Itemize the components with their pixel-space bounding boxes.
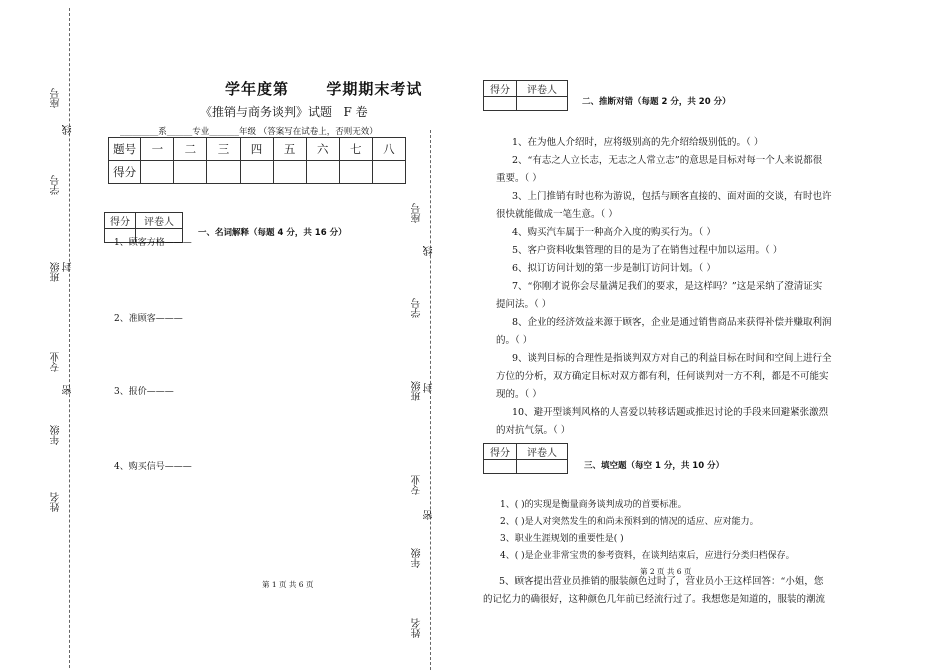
term-3: 3、报价——— <box>114 387 174 397</box>
margin2-major-label: 专业 <box>412 475 423 495</box>
section2-title: 二、推断对错（每题 2 分，共 20 分） <box>582 97 731 107</box>
grader-name-label: 评卷人 <box>136 213 183 229</box>
score-cell[interactable] <box>174 161 207 184</box>
margin-name-label: 姓名 <box>51 492 62 512</box>
tf-line: 4、购买汽车属于一种高介入度的购买行为。（ ） <box>512 227 716 238</box>
score-table-wrap <box>108 137 406 184</box>
grader-box-3 <box>483 443 568 474</box>
tf-line: 重要。（ ） <box>496 173 542 184</box>
margin-seal-mark: 封 <box>63 262 74 272</box>
grader-score-cell[interactable] <box>484 460 517 474</box>
section3-title: 三、填空题（每空 1 分，共 10 分） <box>584 461 725 471</box>
margin-class-label: 班级 <box>51 262 62 282</box>
score-cell[interactable] <box>339 161 372 184</box>
score-cell[interactable] <box>306 161 339 184</box>
score-col-5: 五 <box>273 138 306 161</box>
section1-title: 一、名词解释（每题 4 分，共 16 分） <box>198 228 347 238</box>
page-footer-2: 第 2 页 共 6 页 <box>640 567 692 576</box>
grader-score-cell[interactable] <box>484 97 517 111</box>
margin2-line-mark: 线 <box>424 246 435 256</box>
tf-line: 方位的分析，双方确定目标对双方都有利，任何谈判对一方不利，都是不可能实 <box>496 371 829 382</box>
q5-line: 的记忆力的确很好，这种颜色几年前已经流行过了。我想您是知道的，服装的潮流 <box>483 594 826 605</box>
term-4: 4、购买信号——— <box>114 462 192 472</box>
tf-line: 9、谈判目标的合理性是指谈判双方对自己的利益目标在时间和空间上进行全 <box>512 353 832 364</box>
margin-seat-label: 座号 <box>51 88 62 108</box>
score-table-header-label: 题号 <box>109 138 141 161</box>
grader-name-cell[interactable] <box>517 460 568 474</box>
score-col-3: 三 <box>207 138 240 161</box>
tf-line: 的对抗气氛。（ ） <box>496 425 571 436</box>
score-cell[interactable] <box>240 161 273 184</box>
binding-line-left <box>69 8 70 668</box>
exam-subtitle: 《推销与商务谈判》试题 F 卷 <box>200 105 368 119</box>
tf-line: 2、“有志之人立长志，无志之人常立志”的意思是目标对每一个人来说都很 <box>512 155 823 166</box>
margin2-seat-label: 座号 <box>412 203 423 223</box>
score-col-1: 一 <box>141 138 174 161</box>
margin2-name-label: 姓名 <box>412 618 423 638</box>
page-footer-1: 第 1 页 共 6 页 <box>262 580 314 589</box>
tf-line: 1、在为他人介绍时，应将级别高的先介绍给级别低的。（ ） <box>512 137 764 148</box>
grader-box-2 <box>483 80 568 111</box>
score-col-2: 二 <box>174 138 207 161</box>
term-2: 2、准顾客——— <box>114 314 183 324</box>
margin-line-mark: 线 <box>63 125 74 135</box>
score-col-4: 四 <box>240 138 273 161</box>
score-col-6: 六 <box>306 138 339 161</box>
question-5 <box>483 573 853 609</box>
score-cell[interactable] <box>207 161 240 184</box>
score-col-7: 七 <box>339 138 372 161</box>
tf-line: 5、客户资料收集管理的目的是为了在销售过程中加以运用。（ ） <box>512 245 783 256</box>
score-cell[interactable] <box>141 161 174 184</box>
score-cell[interactable] <box>273 161 306 184</box>
tf-line: 的。（ ） <box>496 335 533 346</box>
margin-major-label: 专业 <box>51 352 62 372</box>
score-cell[interactable] <box>372 161 405 184</box>
grader-name-label: 评卷人 <box>517 444 568 460</box>
tf-line: 6、拟订访问计划的第一步是制订访问计划。（ ） <box>512 263 716 274</box>
margin2-dense-mark: 密 <box>424 510 435 520</box>
fill-line: 1、( )的实现是衡量商务谈判成功的首要标准。 <box>500 500 687 510</box>
margin2-seal-mark: 封 <box>424 383 435 393</box>
margin2-student-id-label: 学号 <box>412 298 423 318</box>
tf-line: 10、避开型谈判风格的人喜爱以转移话题或推迟讨论的手段来回避紧张激烈 <box>512 407 829 418</box>
grader-name-label: 评卷人 <box>517 81 568 97</box>
tf-line: 很快就能做成一笔生意。（ ） <box>496 209 618 220</box>
grader-score-label: 得分 <box>484 81 517 97</box>
margin2-class-label: 班级 <box>412 381 423 401</box>
tf-line: 提问法。（ ） <box>496 299 552 310</box>
score-row-label: 得分 <box>109 161 141 184</box>
score-table <box>108 137 406 184</box>
binding-line-middle <box>430 130 431 670</box>
grader-score-label: 得分 <box>484 444 517 460</box>
fill-line: 4、( )是企业非常宝贵的参考资料，在谈判结束后，应进行分类归档保存。 <box>500 551 795 561</box>
margin2-grade-label: 年级 <box>412 548 423 568</box>
fill-line: 2、( )是人对突然发生的和尚未预料到的情况的适应、应对能力。 <box>500 517 759 527</box>
info-line: _________系______专业_______年级 （答案写在试卷上，否则无效） <box>120 127 378 137</box>
grader-score-label: 得分 <box>105 213 136 229</box>
grader-name-cell[interactable] <box>517 97 568 111</box>
score-col-8: 八 <box>372 138 405 161</box>
tf-line: 8、企业的经济效益来源于顾客，企业是通过销售商品来获得补偿并赚取利润 <box>512 317 832 328</box>
tf-line: 现的。（ ） <box>496 389 542 400</box>
margin-grade-label: 年级 <box>51 425 62 445</box>
margin-dense-mark: 密 <box>63 385 74 395</box>
fill-line: 3、职业生涯规划的重要性是( ) <box>500 534 624 544</box>
term-1: 1、顾客方格——— <box>114 238 192 248</box>
fill-blank-questions <box>500 497 860 565</box>
exam-title: 学年度第 学期期末考试 <box>225 80 423 98</box>
tf-line: 3、上门推销有时也称为游说，包括与顾客直接的、面对面的交谈，有时也许 <box>512 191 832 202</box>
q5-line: 5、顾客提出营业员推销的服装颜色过时了，营业员小王这样回答：“小姐，您 <box>499 576 824 587</box>
margin-student-id-label: 学号 <box>51 175 62 195</box>
true-false-questions <box>496 134 856 440</box>
tf-line: 7、“你刚才说你会尽量满足我们的要求，是这样吗？”这是采纳了澄清证实 <box>512 281 823 292</box>
